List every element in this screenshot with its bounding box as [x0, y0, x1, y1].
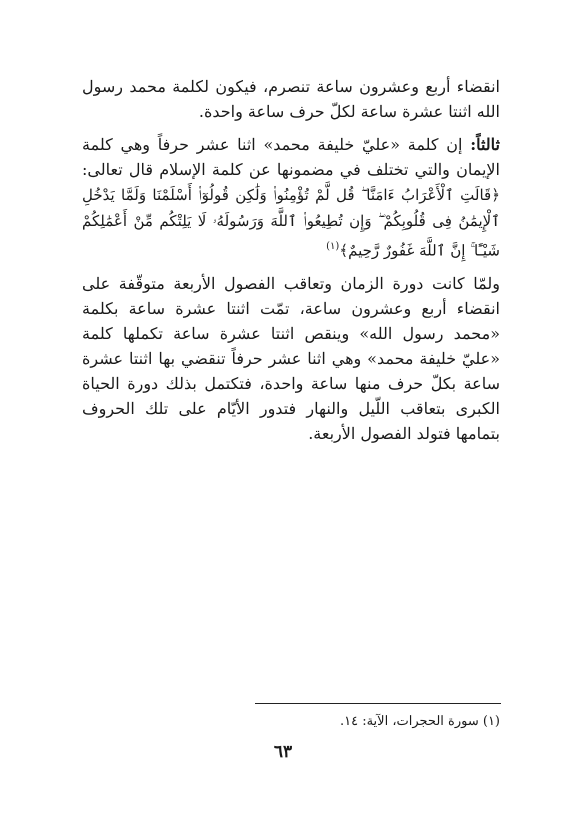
- footnote: (١) سورة الحجرات، الآية: ١٤.: [339, 714, 500, 729]
- paragraph-lead: ثالثاً:: [470, 135, 500, 154]
- footnote-divider: [255, 703, 501, 704]
- page-number: ٦٣: [273, 742, 293, 762]
- paragraph-1: انقضاء أربع وعشرون ساعة تنصرم، فيكون لكلمة محمد رسول الله اثنتا عشرة ساعة لكلّ حرف ساعة واحدة.: [82, 77, 500, 121]
- body-text: [82, 74, 500, 446]
- quran-verse: ﴿قَالَتِ ٱلْأَعْرَابُ ءَامَنَّا ۖ قُل لَّمْ تُؤْمِنُوا۟ وَلَٰكِن قُولُوٓا۟ أَسْلَمْنَا وَلَمَّا يَدْخُلِ ٱلْإِيمَٰنُ فِى قُلُوبِكُمْ ۖ وَإِن تُطِيعُوا۟ ٱللَّهَ وَرَسُولَهُۥ لَا يَلِتْكُم مِّنْ أَعْمَٰلِكُمْ شَيْـًٔا ۚ إِنَّ ٱللَّهَ غَفُورٌ رَّحِيمٌ﴾: [82, 186, 500, 260]
- footnote-reference: (١): [326, 241, 340, 252]
- paragraph-2: [82, 132, 500, 263]
- paragraph-2-text: إن كلمة «عليّ خليفة محمد» اثنا عشر حرفاً وهي كلمة الإيمان والتي تختلف في مضمونها عن كلمة الإسلام قال تعالى:: [82, 135, 500, 179]
- paragraph-3: ولمّا كانت دورة الزمان وتعاقب الفصول الأربعة متوقّفة على انقضاء أربع وعشرون ساعة، تمّت اثنتا عشرة ساعة بكلمة «محمد رسول الله» وينقص اثنتا عشرة ساعة تكملها كلمة «عليّ خليفة محمد» وهي اثنا عشر حرفاً تنقضي بها اثنتا عشرة ساعة بكلّ حرف منها ساعة واحدة، فتكتمل بذلك دورة الحياة الكبرى بتعاقب اللّيل والنهار فتدور الأيّام على تلك الحروف بتمامها فتولد الفصول الأربعة.: [82, 274, 500, 444]
